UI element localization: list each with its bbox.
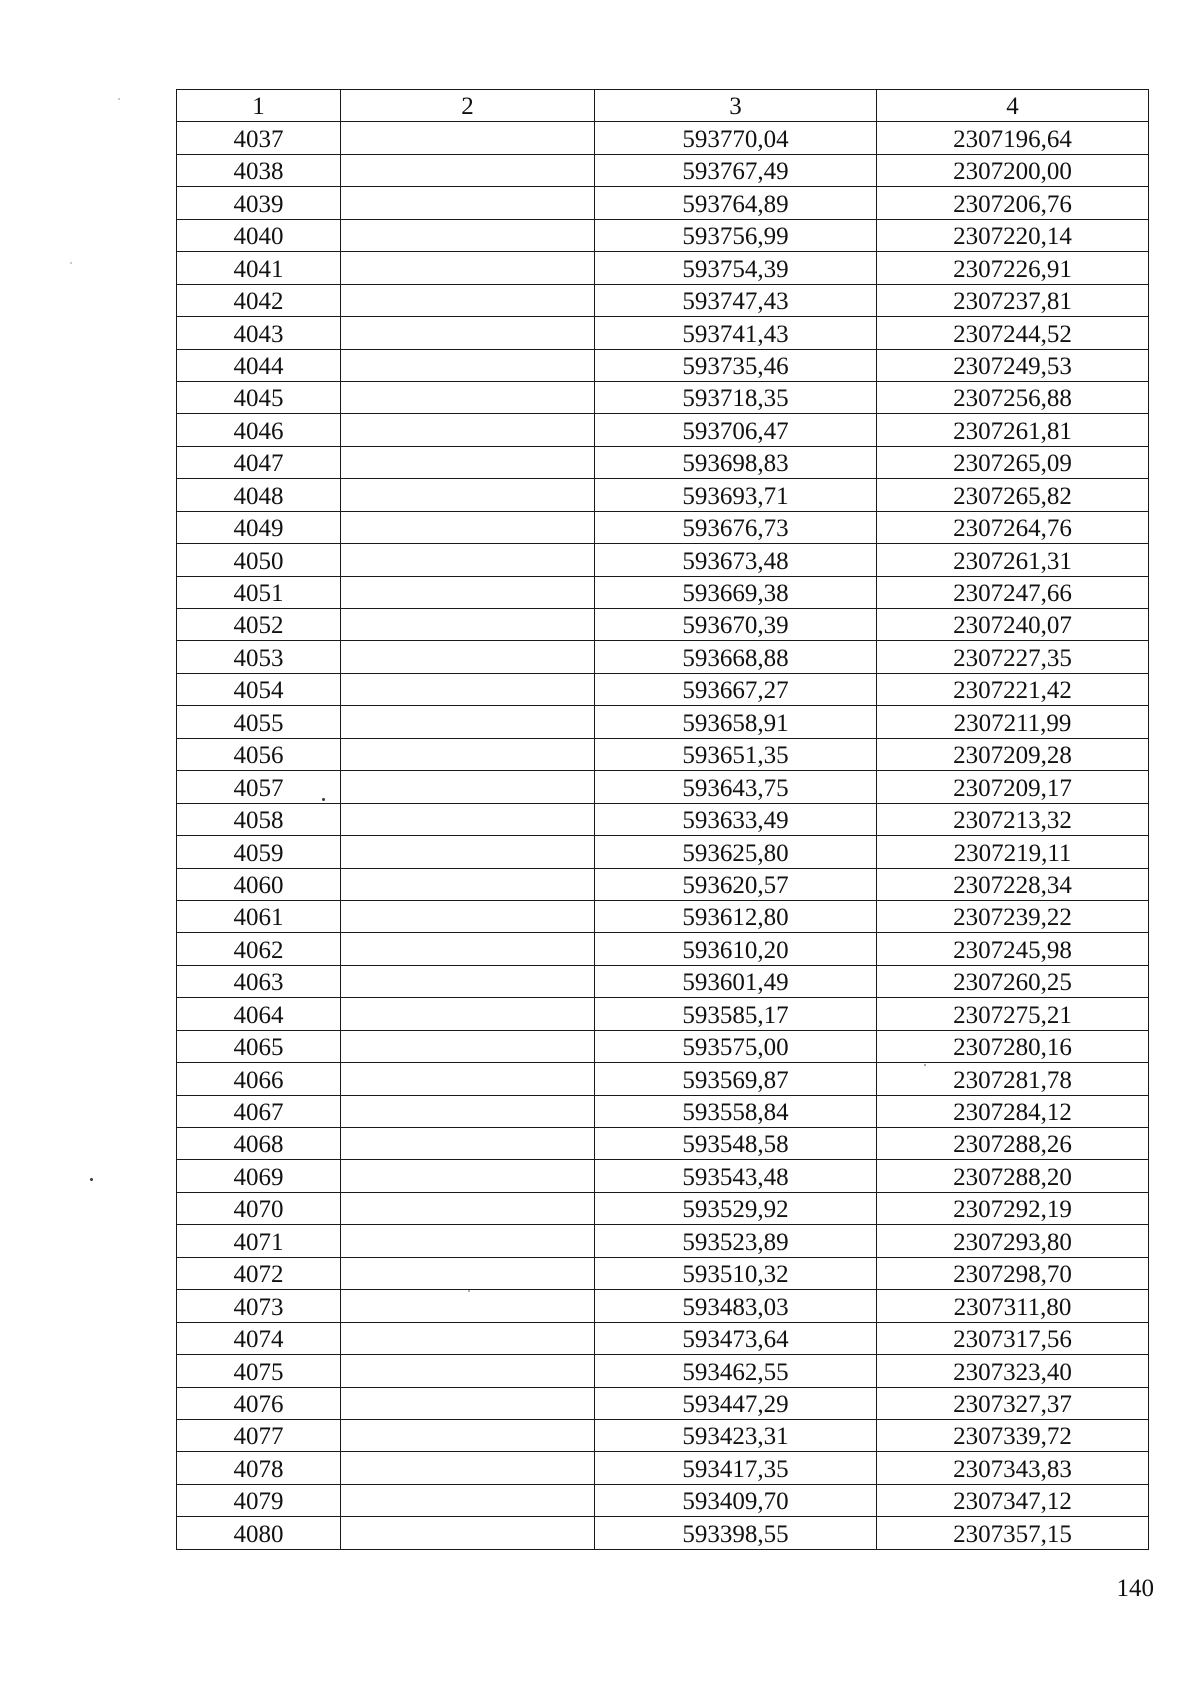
x-coordinate-cell: 593447,29	[595, 1387, 877, 1419]
y-coordinate-cell: 2307284,12	[877, 1095, 1149, 1127]
x-coordinate-cell: 593462,55	[595, 1355, 877, 1387]
x-coordinate-cell: 593770,04	[595, 122, 877, 154]
point-number-cell: 4043	[177, 317, 341, 349]
description-cell	[341, 349, 595, 381]
scan-speck	[90, 1178, 93, 1181]
description-cell	[341, 1128, 595, 1160]
x-coordinate-cell: 593575,00	[595, 1030, 877, 1062]
scan-speck	[924, 1064, 926, 1066]
scan-speck	[70, 262, 72, 264]
y-coordinate-cell: 2307226,91	[877, 252, 1149, 284]
x-coordinate-cell: 593612,80	[595, 900, 877, 932]
point-number-cell: 4041	[177, 252, 341, 284]
table-row	[177, 1387, 1149, 1419]
point-number-cell: 4063	[177, 965, 341, 997]
table-row	[177, 900, 1149, 932]
description-cell	[341, 673, 595, 705]
table-row	[177, 803, 1149, 835]
point-number-cell: 4049	[177, 511, 341, 543]
x-coordinate-cell: 593718,35	[595, 381, 877, 413]
point-number-cell: 4072	[177, 1257, 341, 1289]
y-coordinate-cell: 2307245,98	[877, 933, 1149, 965]
y-coordinate-cell: 2307209,28	[877, 738, 1149, 770]
description-cell	[341, 706, 595, 738]
description-cell	[341, 1419, 595, 1451]
table-row	[177, 641, 1149, 673]
point-number-cell: 4064	[177, 998, 341, 1030]
y-coordinate-cell: 2307206,76	[877, 187, 1149, 219]
point-number-cell: 4053	[177, 641, 341, 673]
point-number-cell: 4073	[177, 1290, 341, 1322]
x-coordinate-cell: 593633,49	[595, 803, 877, 835]
point-number-cell: 4057	[177, 771, 341, 803]
x-coordinate-cell: 593483,03	[595, 1290, 877, 1322]
column-header-4: 4	[877, 90, 1149, 122]
y-coordinate-cell: 2307261,81	[877, 414, 1149, 446]
point-number-cell: 4066	[177, 1063, 341, 1095]
table-row	[177, 1484, 1149, 1516]
description-cell	[341, 122, 595, 154]
x-coordinate-cell: 593548,58	[595, 1128, 877, 1160]
description-cell	[341, 1095, 595, 1127]
x-coordinate-cell: 593735,46	[595, 349, 877, 381]
table-row	[177, 933, 1149, 965]
y-coordinate-cell: 2307343,83	[877, 1452, 1149, 1484]
point-number-cell: 4055	[177, 706, 341, 738]
y-coordinate-cell: 2307239,22	[877, 900, 1149, 932]
table-row	[177, 511, 1149, 543]
description-cell	[341, 1030, 595, 1062]
point-number-cell: 4077	[177, 1419, 341, 1451]
description-cell	[341, 1160, 595, 1192]
table-row	[177, 609, 1149, 641]
x-coordinate-cell: 593529,92	[595, 1192, 877, 1224]
point-number-cell: 4070	[177, 1192, 341, 1224]
table-row	[177, 1095, 1149, 1127]
table-row	[177, 1160, 1149, 1192]
point-number-cell: 4047	[177, 446, 341, 478]
y-coordinate-cell: 2307196,64	[877, 122, 1149, 154]
y-coordinate-cell: 2307237,81	[877, 284, 1149, 316]
y-coordinate-cell: 2307317,56	[877, 1322, 1149, 1354]
x-coordinate-cell: 593673,48	[595, 544, 877, 576]
description-cell	[341, 381, 595, 413]
description-cell	[341, 1517, 595, 1549]
table-row	[177, 868, 1149, 900]
description-cell	[341, 187, 595, 219]
x-coordinate-cell: 593610,20	[595, 933, 877, 965]
x-coordinate-cell: 593667,27	[595, 673, 877, 705]
description-cell	[341, 1257, 595, 1289]
description-cell	[341, 544, 595, 576]
table-row	[177, 544, 1149, 576]
table-row	[177, 1517, 1149, 1549]
y-coordinate-cell: 2307281,78	[877, 1063, 1149, 1095]
table-row	[177, 673, 1149, 705]
description-cell	[341, 317, 595, 349]
description-cell	[341, 446, 595, 478]
x-coordinate-cell: 593651,35	[595, 738, 877, 770]
y-coordinate-cell: 2307264,76	[877, 511, 1149, 543]
table-row	[177, 706, 1149, 738]
y-coordinate-cell: 2307292,19	[877, 1192, 1149, 1224]
description-cell	[341, 479, 595, 511]
description-cell	[341, 900, 595, 932]
y-coordinate-cell: 2307265,09	[877, 446, 1149, 478]
point-number-cell: 4068	[177, 1128, 341, 1160]
y-coordinate-cell: 2307323,40	[877, 1355, 1149, 1387]
table-row	[177, 252, 1149, 284]
description-cell	[341, 154, 595, 186]
table-row	[177, 122, 1149, 154]
table-row	[177, 1419, 1149, 1451]
point-number-cell: 4071	[177, 1225, 341, 1257]
description-cell	[341, 1387, 595, 1419]
table-row	[177, 349, 1149, 381]
table-row	[177, 965, 1149, 997]
point-number-cell: 4062	[177, 933, 341, 965]
y-coordinate-cell: 2307249,53	[877, 349, 1149, 381]
table-row	[177, 576, 1149, 608]
y-coordinate-cell: 2307221,42	[877, 673, 1149, 705]
y-coordinate-cell: 2307265,82	[877, 479, 1149, 511]
table-row	[177, 1290, 1149, 1322]
x-coordinate-cell: 593409,70	[595, 1484, 877, 1516]
description-cell	[341, 1355, 595, 1387]
description-cell	[341, 641, 595, 673]
table-header-row	[177, 90, 1149, 122]
point-number-cell: 4038	[177, 154, 341, 186]
y-coordinate-cell: 2307261,31	[877, 544, 1149, 576]
table-row	[177, 1355, 1149, 1387]
table-row	[177, 284, 1149, 316]
description-cell	[341, 965, 595, 997]
y-coordinate-cell: 2307327,37	[877, 1387, 1149, 1419]
y-coordinate-cell: 2307211,99	[877, 706, 1149, 738]
y-coordinate-cell: 2307293,80	[877, 1225, 1149, 1257]
x-coordinate-cell: 593585,17	[595, 998, 877, 1030]
table-row	[177, 414, 1149, 446]
point-number-cell: 4076	[177, 1387, 341, 1419]
x-coordinate-cell: 593693,71	[595, 479, 877, 511]
y-coordinate-cell: 2307200,00	[877, 154, 1149, 186]
y-coordinate-cell: 2307339,72	[877, 1419, 1149, 1451]
description-cell	[341, 1322, 595, 1354]
x-coordinate-cell: 593747,43	[595, 284, 877, 316]
x-coordinate-cell: 593668,88	[595, 641, 877, 673]
point-number-cell: 4074	[177, 1322, 341, 1354]
y-coordinate-cell: 2307213,32	[877, 803, 1149, 835]
description-cell	[341, 836, 595, 868]
x-coordinate-cell: 593417,35	[595, 1452, 877, 1484]
scan-speck	[468, 1290, 470, 1292]
point-number-cell: 4080	[177, 1517, 341, 1549]
y-coordinate-cell: 2307280,16	[877, 1030, 1149, 1062]
y-coordinate-cell: 2307240,07	[877, 609, 1149, 641]
description-cell	[341, 998, 595, 1030]
description-cell	[341, 219, 595, 251]
table-body	[177, 122, 1149, 1549]
description-cell	[341, 933, 595, 965]
x-coordinate-cell: 593756,99	[595, 219, 877, 251]
point-number-cell: 4060	[177, 868, 341, 900]
x-coordinate-cell: 593569,87	[595, 1063, 877, 1095]
point-number-cell: 4069	[177, 1160, 341, 1192]
point-number-cell: 4061	[177, 900, 341, 932]
column-header-2: 2	[341, 90, 595, 122]
point-number-cell: 4065	[177, 1030, 341, 1062]
table-row	[177, 1030, 1149, 1062]
coordinates-table	[176, 89, 1149, 1550]
table-row	[177, 1322, 1149, 1354]
point-number-cell: 4044	[177, 349, 341, 381]
x-coordinate-cell: 593764,89	[595, 187, 877, 219]
description-cell	[341, 1225, 595, 1257]
x-coordinate-cell: 593676,73	[595, 511, 877, 543]
point-number-cell: 4048	[177, 479, 341, 511]
table-row	[177, 479, 1149, 511]
table-row	[177, 738, 1149, 770]
table-row	[177, 836, 1149, 868]
point-number-cell: 4078	[177, 1452, 341, 1484]
y-coordinate-cell: 2307209,17	[877, 771, 1149, 803]
y-coordinate-cell: 2307311,80	[877, 1290, 1149, 1322]
point-number-cell: 4051	[177, 576, 341, 608]
description-cell	[341, 868, 595, 900]
table-row	[177, 998, 1149, 1030]
description-cell	[341, 609, 595, 641]
table-row	[177, 317, 1149, 349]
description-cell	[341, 511, 595, 543]
x-coordinate-cell: 593643,75	[595, 771, 877, 803]
description-cell	[341, 284, 595, 316]
scan-speck	[322, 798, 325, 801]
x-coordinate-cell: 593741,43	[595, 317, 877, 349]
page-number: 140	[1116, 1575, 1154, 1602]
point-number-cell: 4075	[177, 1355, 341, 1387]
y-coordinate-cell: 2307220,14	[877, 219, 1149, 251]
x-coordinate-cell: 593601,49	[595, 965, 877, 997]
description-cell	[341, 1290, 595, 1322]
x-coordinate-cell: 593543,48	[595, 1160, 877, 1192]
description-cell	[341, 738, 595, 770]
x-coordinate-cell: 593620,57	[595, 868, 877, 900]
point-number-cell: 4054	[177, 673, 341, 705]
y-coordinate-cell: 2307288,20	[877, 1160, 1149, 1192]
scan-speck	[118, 98, 120, 100]
y-coordinate-cell: 2307247,66	[877, 576, 1149, 608]
table-row	[177, 154, 1149, 186]
x-coordinate-cell: 593669,38	[595, 576, 877, 608]
y-coordinate-cell: 2307347,12	[877, 1484, 1149, 1516]
x-coordinate-cell: 593698,83	[595, 446, 877, 478]
x-coordinate-cell: 593754,39	[595, 252, 877, 284]
description-cell	[341, 252, 595, 284]
y-coordinate-cell: 2307227,35	[877, 641, 1149, 673]
table-row	[177, 1452, 1149, 1484]
table-row	[177, 1257, 1149, 1289]
table-row	[177, 446, 1149, 478]
x-coordinate-cell: 593473,64	[595, 1322, 877, 1354]
y-coordinate-cell: 2307244,52	[877, 317, 1149, 349]
point-number-cell: 4040	[177, 219, 341, 251]
description-cell	[341, 771, 595, 803]
y-coordinate-cell: 2307260,25	[877, 965, 1149, 997]
table-row	[177, 381, 1149, 413]
y-coordinate-cell: 2307357,15	[877, 1517, 1149, 1549]
description-cell	[341, 1484, 595, 1516]
x-coordinate-cell: 593510,32	[595, 1257, 877, 1289]
description-cell	[341, 1063, 595, 1095]
table-row	[177, 187, 1149, 219]
x-coordinate-cell: 593706,47	[595, 414, 877, 446]
point-number-cell: 4052	[177, 609, 341, 641]
point-number-cell: 4058	[177, 803, 341, 835]
y-coordinate-cell: 2307228,34	[877, 868, 1149, 900]
point-number-cell: 4037	[177, 122, 341, 154]
table-row	[177, 1063, 1149, 1095]
column-header-1: 1	[177, 90, 341, 122]
y-coordinate-cell: 2307275,21	[877, 998, 1149, 1030]
x-coordinate-cell: 593398,55	[595, 1517, 877, 1549]
x-coordinate-cell: 593625,80	[595, 836, 877, 868]
description-cell	[341, 414, 595, 446]
y-coordinate-cell: 2307256,88	[877, 381, 1149, 413]
point-number-cell: 4059	[177, 836, 341, 868]
point-number-cell: 4050	[177, 544, 341, 576]
y-coordinate-cell: 2307298,70	[877, 1257, 1149, 1289]
point-number-cell: 4056	[177, 738, 341, 770]
description-cell	[341, 576, 595, 608]
column-header-3: 3	[595, 90, 877, 122]
x-coordinate-cell: 593423,31	[595, 1419, 877, 1451]
table-row	[177, 1225, 1149, 1257]
x-coordinate-cell: 593523,89	[595, 1225, 877, 1257]
y-coordinate-cell: 2307288,26	[877, 1128, 1149, 1160]
table-row	[177, 1192, 1149, 1224]
x-coordinate-cell: 593767,49	[595, 154, 877, 186]
point-number-cell: 4042	[177, 284, 341, 316]
description-cell	[341, 1192, 595, 1224]
description-cell	[341, 803, 595, 835]
point-number-cell: 4079	[177, 1484, 341, 1516]
x-coordinate-cell: 593658,91	[595, 706, 877, 738]
x-coordinate-cell: 593670,39	[595, 609, 877, 641]
point-number-cell: 4039	[177, 187, 341, 219]
point-number-cell: 4067	[177, 1095, 341, 1127]
description-cell	[341, 1452, 595, 1484]
x-coordinate-cell: 593558,84	[595, 1095, 877, 1127]
y-coordinate-cell: 2307219,11	[877, 836, 1149, 868]
point-number-cell: 4045	[177, 381, 341, 413]
table-row	[177, 219, 1149, 251]
point-number-cell: 4046	[177, 414, 341, 446]
table-row	[177, 1128, 1149, 1160]
